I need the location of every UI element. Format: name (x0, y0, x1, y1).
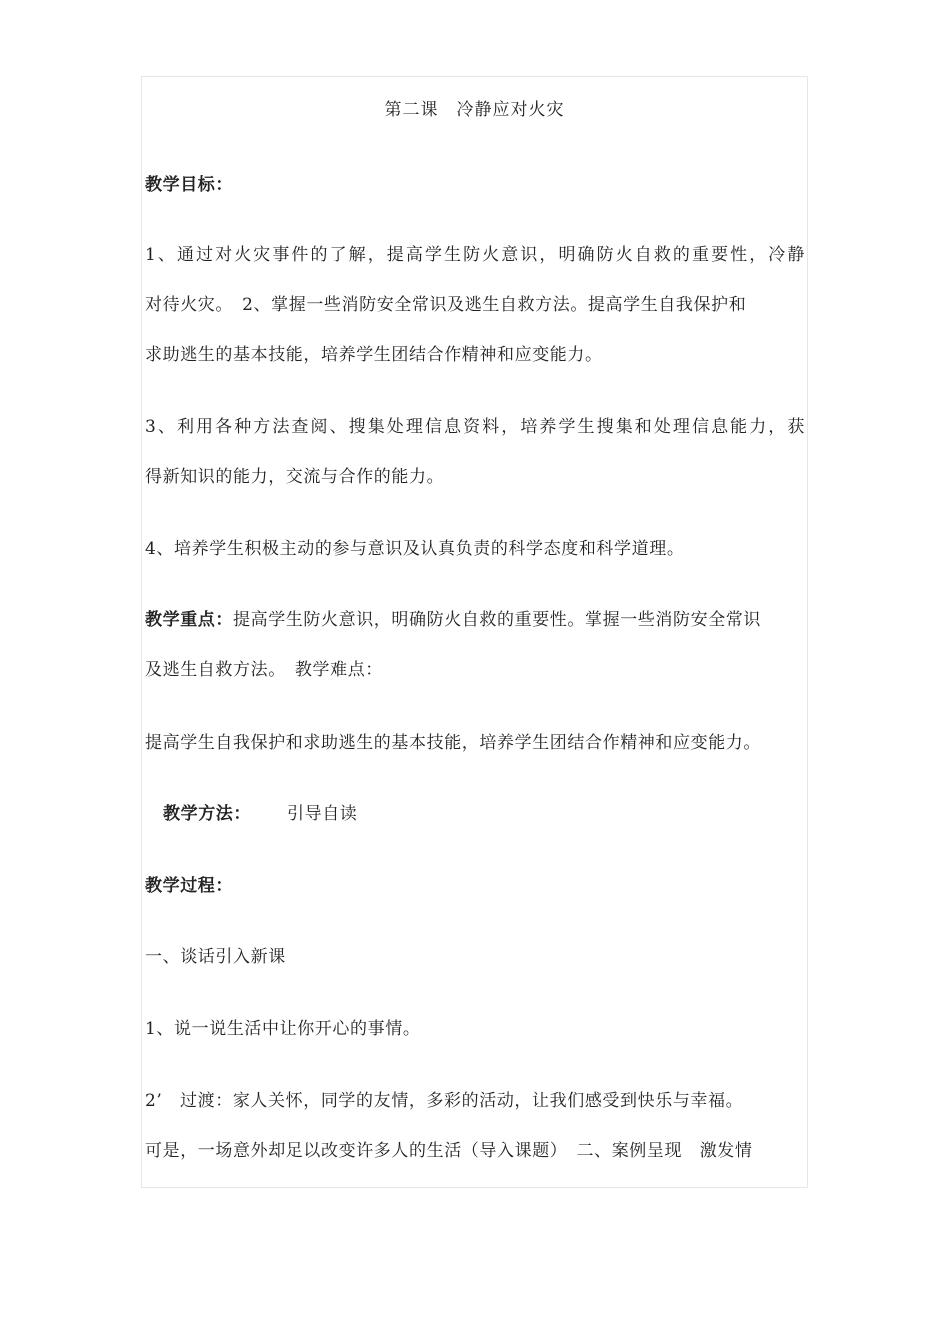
goal-3-line-b: 得新知识的能力，交流与合作的能力。 (145, 467, 445, 487)
step-2-line-b: 可是，一场意外却足以改变许多人的生活（导入课题） 二、案例呈现 激发情 (145, 1141, 753, 1161)
goal-3-line-a: 3、利用各种方法查阅、搜集处理信息资料，培养学生搜集和处理信息能力，获 (145, 417, 805, 437)
goal-1-line-b: 对待火灾。 2、掌握一些消防安全常识及逃生自救方法。提高学生自我保护和 (145, 295, 747, 315)
method-paragraph (163, 802, 827, 826)
key-points-text: 提高学生防火意识，明确防火自救的重要性。掌握一些消防安全常识 (233, 610, 761, 630)
method-label: 教学方法： (163, 804, 251, 824)
key-points-line-b: 及逃生自救方法。 教学难点： (145, 660, 383, 680)
key-points-paragraph (145, 608, 809, 632)
key-points-label: 教学重点： (145, 610, 233, 630)
goal-4: 4、培养学生积极主动的参与意识及认真负责的科学态度和科学道理。 (145, 539, 685, 559)
goal-2-line-c: 求助逃生的基本技能，培养学生团结合作精神和应变能力。 (145, 345, 603, 365)
step-2-line-a: 2’ 过渡：家人关怀，同学的友情，多彩的活动，让我们感受到快乐与幸福。 (145, 1091, 744, 1111)
difficulty-text: 提高学生自我保护和求助逃生的基本技能，培养学生团结合作精神和应变能力。 (145, 733, 761, 753)
goal-1-line-a: 1、通过对火灾事件的了解，提高学生防火意识，明确防火自救的重要性，冷静 (145, 245, 805, 265)
method-text: 引导自读 (287, 804, 358, 824)
process-heading: 教学过程： (145, 876, 233, 896)
document-title: 第二课 冷静应对火灾 (384, 100, 565, 120)
section-1: 一、谈话引入新课 (145, 947, 286, 967)
goals-heading: 教学目标： (145, 175, 233, 195)
step-1: 1、说一说生活中让你开心的事情。 (145, 1019, 421, 1039)
